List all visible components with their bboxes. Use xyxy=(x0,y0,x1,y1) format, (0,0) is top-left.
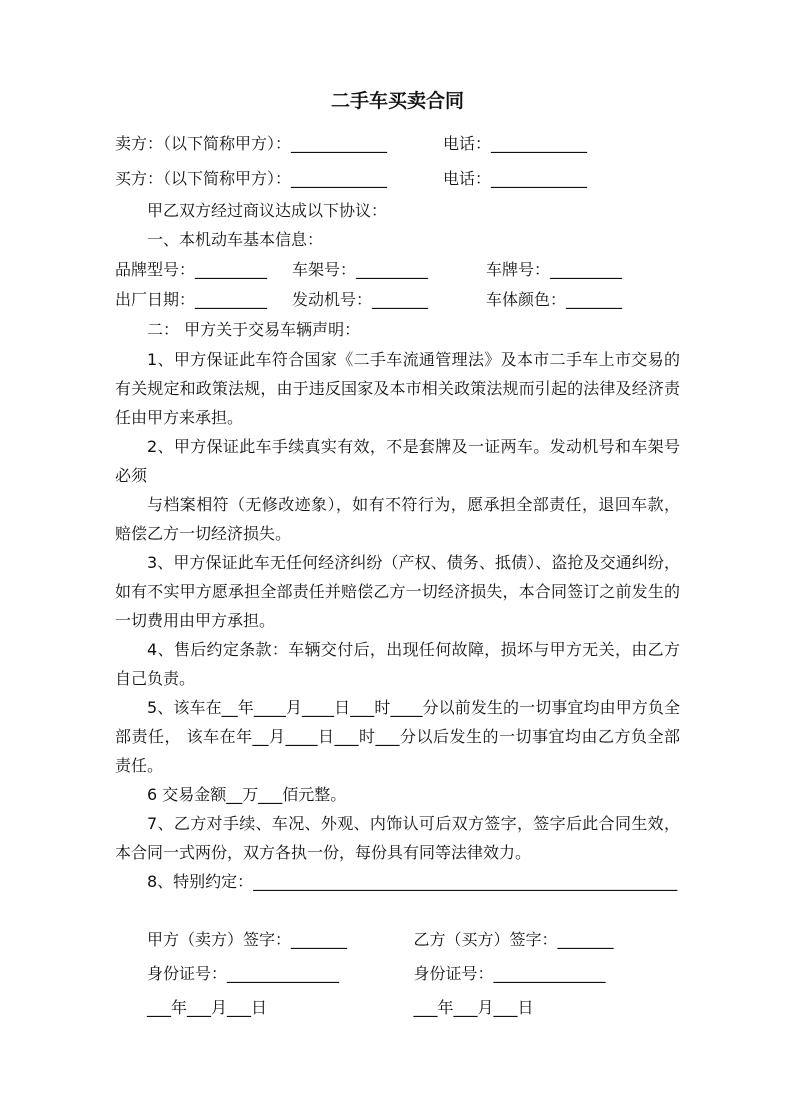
buyer-label-group xyxy=(115,161,443,196)
clause-3: 3、甲方保证此车无任何经济纠纷（产权、债务、抵债）、盗抢及交通纠纷，如有不实甲方愿承担全部责任并赔偿乙方一切经济损失，本合同签订之前发生的一切费用由甲方承担。 xyxy=(115,553,680,630)
buyer-name-blank: ____________ xyxy=(291,169,388,188)
clause-4: 4、售后约定条款：车辆交付后，出现任何故障，损坏与甲方无关，由乙方自己负责。 xyxy=(115,640,680,688)
party-a-sign-line xyxy=(147,923,414,957)
body-color-field xyxy=(486,285,680,315)
party-a-date-line: ___年___月___日 xyxy=(147,998,268,1017)
page-content xyxy=(115,88,680,1025)
frame-no-field xyxy=(292,255,486,285)
seller-phone-group xyxy=(443,126,587,161)
party-b-id-blank: ______________ xyxy=(493,964,606,983)
engine-no-field xyxy=(292,285,486,315)
buyer-phone-group xyxy=(443,161,587,196)
plate-no-label: 车牌号： xyxy=(486,260,551,279)
vehicle-info-row-1 xyxy=(115,255,680,285)
section2-heading: 二： 甲方关于交易车辆声明： xyxy=(147,320,361,339)
special-terms-label: 8、特别约定： xyxy=(147,872,254,891)
party-a-id-label: 身份证号： xyxy=(147,964,228,983)
plate-no-blank: _________ xyxy=(550,260,623,279)
party-b-sign-label: 乙方（买方）签字： xyxy=(413,930,558,949)
seller-line xyxy=(115,126,680,161)
frame-no-label: 车架号： xyxy=(292,260,357,279)
section1-heading: 一、本机动车基本信息： xyxy=(147,230,324,249)
party-b-date-line: ___年___月___日 xyxy=(413,998,534,1017)
buyer-phone-blank: ____________ xyxy=(491,169,588,188)
clause-5: 5、该车在__年____月____日___时____分以前发生的一切事宜均由甲方负全部责任， 该车在年__月____日___时___分以后发生的一切事宜均由乙方负全部责任。 xyxy=(115,698,680,775)
special-terms-blank: _____________________________________________________ xyxy=(253,872,678,891)
seller-label-group xyxy=(115,126,443,161)
seller-phone-blank: ____________ xyxy=(491,134,588,153)
engine-no-blank: _______ xyxy=(372,290,429,309)
party-a-sign-blank: _______ xyxy=(291,930,348,949)
party-b-signature-column xyxy=(414,923,681,1025)
party-a-id-line xyxy=(147,957,414,991)
plate-no-field xyxy=(486,255,680,285)
clause-7: 7、乙方对手续、车况、外观、内饰认可后双方签字，签字后此合同生效，本合同一式两份，双方各执一份，每份具有同等法律效力。 xyxy=(115,814,680,862)
signature-block xyxy=(147,923,680,1025)
factory-date-blank: _________ xyxy=(195,290,268,309)
party-b-sign-line xyxy=(414,923,681,957)
buyer-phone-label: 电话： xyxy=(443,169,492,188)
party-a-id-blank: ______________ xyxy=(227,964,340,983)
brand-model-field xyxy=(115,255,292,285)
brand-model-label: 品牌型号： xyxy=(115,260,196,279)
party-a-signature-column xyxy=(147,923,414,1025)
seller-name-blank: ____________ xyxy=(291,134,388,153)
seller-phone-label: 电话： xyxy=(443,134,492,153)
engine-no-label: 发动机号： xyxy=(292,290,373,309)
buyer-line xyxy=(115,161,680,196)
document-title: 二手车买卖合同 xyxy=(330,90,464,112)
party-b-id-line xyxy=(414,957,681,991)
buyer-label: 买方：（以下简称甲方）： xyxy=(115,169,292,188)
intro-text: 甲乙双方经过商议达成以下协议： xyxy=(147,201,388,220)
clause-2: 2、甲方保证此车手续真实有效，不是套牌及一证两车。发动机号和车架号必须 xyxy=(115,437,680,485)
party-a-sign-label: 甲方（卖方）签字： xyxy=(147,930,292,949)
clause-6: 6 交易金额__万___佰元整。 xyxy=(147,785,347,804)
factory-date-field xyxy=(115,285,292,315)
clause-2-continuation: 与档案相符（无修改迹象），如有不符行为，愿承担全部责任，退回车款，赔偿乙方一切经济损失。 xyxy=(115,495,680,543)
body-color-blank: _______ xyxy=(566,290,623,309)
seller-label: 卖方：（以下简称甲方）： xyxy=(115,134,292,153)
body-color-label: 车体颜色： xyxy=(486,290,567,309)
factory-date-label: 出厂日期： xyxy=(115,290,196,309)
frame-no-blank: _________ xyxy=(356,260,429,279)
brand-model-blank: _________ xyxy=(195,260,268,279)
clause-8-special-terms xyxy=(115,867,680,896)
clause-1: 1、甲方保证此车符合国家《二手车流通管理法》及本市二手车上市交易的有关规定和政策法规，由于违反国家及本市相关政策法规而引起的法律及经济责任由甲方来承担。 xyxy=(115,350,680,427)
party-b-id-label: 身份证号： xyxy=(413,964,494,983)
vehicle-info-row-2 xyxy=(115,285,680,315)
party-b-sign-blank: _______ xyxy=(557,930,614,949)
